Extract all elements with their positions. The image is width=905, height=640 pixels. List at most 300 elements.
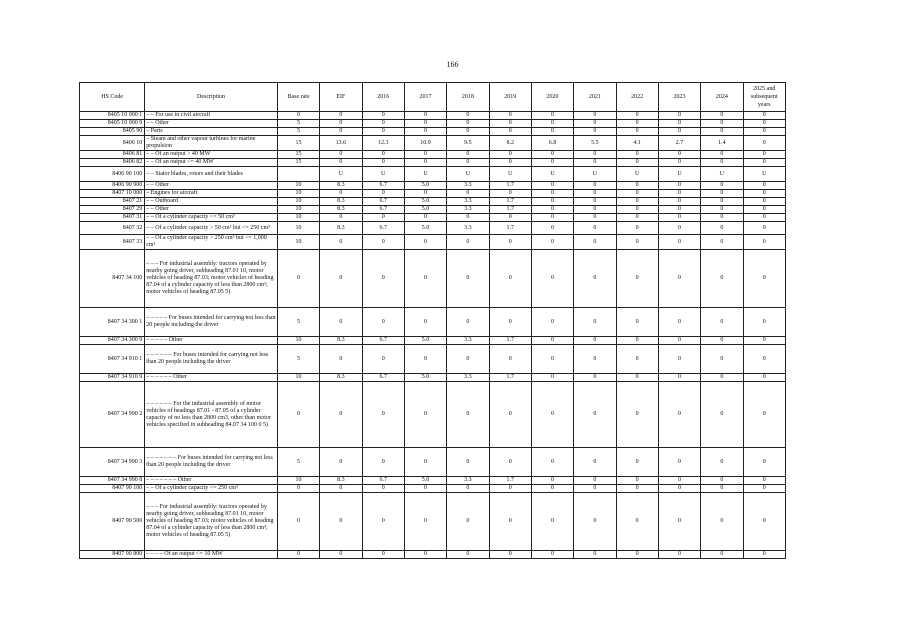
table-row bbox=[80, 136, 786, 151]
cell-2022: 0 bbox=[616, 337, 658, 345]
cell-2018: 0 bbox=[447, 214, 489, 222]
cell-hs-code: 8407 34 990 3 bbox=[80, 448, 145, 477]
cell-base-rate: 10 bbox=[277, 198, 319, 206]
column-header-2021: 2021 bbox=[574, 83, 616, 112]
cell-description: – – Of a cylinder capacity > 250 cm³ but <= 1,000 cm³ bbox=[145, 235, 278, 250]
cell-description: – – – – – – For the industrial assembly of motor vehicles of headings 87.01 - 87.05 of a cylinder capacity of no less than 2800 cm3, other than motor vehicles specified in subheading 84.07 34 100 0 5) bbox=[145, 382, 278, 448]
cell-2018: 3.3 bbox=[447, 477, 489, 485]
cell-2023: 0 bbox=[658, 448, 700, 477]
cell-2016: 0 bbox=[362, 485, 404, 493]
cell-description: – – – – – – – Other bbox=[145, 477, 278, 485]
cell-description: – – Stator blades, rotors and their blades bbox=[145, 167, 278, 182]
cell-2023: 0 bbox=[658, 250, 700, 308]
cell-2025-plus: 0 bbox=[743, 374, 786, 382]
cell-2024: 0 bbox=[701, 198, 743, 206]
cell-2025-plus: U bbox=[743, 167, 786, 182]
cell-2024: 0 bbox=[701, 206, 743, 214]
cell-2016: 0 bbox=[362, 551, 404, 559]
cell-description: – – – – – – For buses intended for carrying not less than 20 people including the driver bbox=[145, 345, 278, 374]
cell-2019: 0 bbox=[489, 448, 531, 477]
cell-description: – – – – – For buses intended for carrying not less than 20 people including the driver bbox=[145, 308, 278, 337]
cell-2025-plus: 0 bbox=[743, 112, 786, 120]
column-header-2017: 2017 bbox=[404, 83, 446, 112]
table-row bbox=[80, 551, 786, 559]
cell-2021: 0 bbox=[574, 235, 616, 250]
cell-hs-code: 8405 10 000 1 bbox=[80, 112, 145, 120]
cell-2016: 6.7 bbox=[362, 374, 404, 382]
cell-2024: 0 bbox=[701, 214, 743, 222]
cell-description: – – – For industrial assembly: tractors operated by nearby going driver, subheading 87.01 10, motor vehicles of heading 87.03; motor vehicles of heading 87.04 of a cylinder capacity of less than 2800 cm³; motor vehicles of heading 87.05 5) bbox=[145, 493, 278, 551]
cell-2018: 3.3 bbox=[447, 182, 489, 190]
cell-hs-code: 8407 90 100 bbox=[80, 485, 145, 493]
cell-2022: U bbox=[616, 167, 658, 182]
cell-2022: 4.1 bbox=[616, 136, 658, 151]
cell-description: – – – – – Other bbox=[145, 337, 278, 345]
cell-2020: 0 bbox=[531, 159, 573, 167]
cell-2022: 0 bbox=[616, 551, 658, 559]
cell-2017: 0 bbox=[404, 551, 446, 559]
cell-eif: 0 bbox=[320, 235, 362, 250]
cell-2022: 0 bbox=[616, 374, 658, 382]
cell-base-rate: 0 bbox=[277, 551, 319, 559]
cell-2016: U bbox=[362, 167, 404, 182]
cell-2019: 0 bbox=[489, 112, 531, 120]
column-header-hs-code: HS Code bbox=[80, 83, 145, 112]
cell-2021: 0 bbox=[574, 120, 616, 128]
cell-2023: 0 bbox=[658, 485, 700, 493]
cell-2017: 0 bbox=[404, 159, 446, 167]
cell-2022: 0 bbox=[616, 214, 658, 222]
cell-2023: 0 bbox=[658, 198, 700, 206]
cell-2018: 0 bbox=[447, 551, 489, 559]
cell-2016: 6.7 bbox=[362, 337, 404, 345]
cell-eif: 0 bbox=[320, 190, 362, 198]
cell-2017: U bbox=[404, 167, 446, 182]
cell-description: – – For use in civil aircraft bbox=[145, 112, 278, 120]
cell-2024: 0 bbox=[701, 485, 743, 493]
cell-2018: 0 bbox=[447, 382, 489, 448]
cell-2020: 0 bbox=[531, 151, 573, 159]
cell-hs-code: 8407 10 000 bbox=[80, 190, 145, 198]
cell-hs-code: 8405 90 bbox=[80, 128, 145, 136]
cell-2022: 0 bbox=[616, 250, 658, 308]
cell-2023: 0 bbox=[658, 182, 700, 190]
cell-2023: 0 bbox=[658, 206, 700, 214]
cell-2024: 0 bbox=[701, 190, 743, 198]
cell-hs-code: 8407 34 990 2 bbox=[80, 382, 145, 448]
cell-2020: 0 bbox=[531, 308, 573, 337]
cell-2025-plus: 0 bbox=[743, 214, 786, 222]
cell-eif: 8.3 bbox=[320, 198, 362, 206]
cell-base-rate: 10 bbox=[277, 214, 319, 222]
cell-2020: 0 bbox=[531, 206, 573, 214]
cell-2018: 0 bbox=[447, 112, 489, 120]
cell-2021: 0 bbox=[574, 159, 616, 167]
cell-description: – – – For industrial assembly: tractors operated by nearby going driver, subheading 87.01 10, motor vehicles of heading 87.03; motor vehicles of heading 87.04 of a cylinder capacity of less than 2800 cm³; motor vehicles of heading 87.05 5) bbox=[145, 250, 278, 308]
cell-2020: 0 bbox=[531, 235, 573, 250]
cell-2018: U bbox=[447, 167, 489, 182]
cell-2023: 0 bbox=[658, 128, 700, 136]
cell-2018: 0 bbox=[447, 151, 489, 159]
cell-2019: 0 bbox=[489, 151, 531, 159]
cell-2022: 0 bbox=[616, 448, 658, 477]
cell-2020: 0 bbox=[531, 493, 573, 551]
cell-2018: 0 bbox=[447, 128, 489, 136]
cell-eif: 8.3 bbox=[320, 222, 362, 235]
cell-2019: 1.7 bbox=[489, 182, 531, 190]
cell-2019: 0 bbox=[489, 235, 531, 250]
cell-hs-code: 8407 31 bbox=[80, 214, 145, 222]
column-header-2020: 2020 bbox=[531, 83, 573, 112]
cell-base-rate: 5 bbox=[277, 448, 319, 477]
cell-base-rate: 10 bbox=[277, 190, 319, 198]
cell-2020: 0 bbox=[531, 120, 573, 128]
cell-2024: 0 bbox=[701, 374, 743, 382]
cell-2017: 0 bbox=[404, 485, 446, 493]
cell-hs-code: 8407 34 300 1 bbox=[80, 308, 145, 337]
cell-base-rate: 10 bbox=[277, 477, 319, 485]
cell-2021: 0 bbox=[574, 112, 616, 120]
cell-2025-plus: 0 bbox=[743, 448, 786, 477]
cell-2024: 0 bbox=[701, 120, 743, 128]
cell-2018: 0 bbox=[447, 190, 489, 198]
cell-description: – – Of a cylinder capacity <= 250 cm³ bbox=[145, 485, 278, 493]
cell-eif: 0 bbox=[320, 214, 362, 222]
cell-2020: 0 bbox=[531, 190, 573, 198]
cell-eif: 8.3 bbox=[320, 182, 362, 190]
cell-2020: 0 bbox=[531, 337, 573, 345]
cell-2018: 3.3 bbox=[447, 222, 489, 235]
cell-2017: 0 bbox=[404, 308, 446, 337]
cell-2025-plus: 0 bbox=[743, 120, 786, 128]
cell-2018: 9.5 bbox=[447, 136, 489, 151]
cell-2020: 6.8 bbox=[531, 136, 573, 151]
table-row bbox=[80, 120, 786, 128]
cell-hs-code: 8407 33 bbox=[80, 235, 145, 250]
cell-hs-code: 8406 10 bbox=[80, 136, 145, 151]
cell-base-rate: 0 bbox=[277, 250, 319, 308]
cell-2021: 0 bbox=[574, 206, 616, 214]
cell-2017: 5.0 bbox=[404, 206, 446, 214]
cell-2022: 0 bbox=[616, 235, 658, 250]
cell-2018: 0 bbox=[447, 308, 489, 337]
cell-hs-code: 8407 21 bbox=[80, 198, 145, 206]
cell-2020: 0 bbox=[531, 182, 573, 190]
cell-2017: 5.0 bbox=[404, 337, 446, 345]
cell-2016: 0 bbox=[362, 235, 404, 250]
cell-description: – – Of a cylinder capacity > 50 cm³ but <= 250 cm³ bbox=[145, 222, 278, 235]
cell-eif: 0 bbox=[320, 250, 362, 308]
cell-2021: 0 bbox=[574, 493, 616, 551]
cell-2017: 0 bbox=[404, 112, 446, 120]
cell-2022: 0 bbox=[616, 190, 658, 198]
cell-base-rate: 10 bbox=[277, 182, 319, 190]
cell-2024: 0 bbox=[701, 222, 743, 235]
cell-2018: 3.3 bbox=[447, 198, 489, 206]
column-header-base-rate: Base rate bbox=[277, 83, 319, 112]
cell-2024: 0 bbox=[701, 477, 743, 485]
cell-2019: 0 bbox=[489, 382, 531, 448]
table-body bbox=[80, 112, 786, 559]
cell-base-rate: 5 bbox=[277, 345, 319, 374]
cell-base-rate: 5 bbox=[277, 308, 319, 337]
table-row bbox=[80, 235, 786, 250]
table-row bbox=[80, 337, 786, 345]
cell-2017: 5.0 bbox=[404, 222, 446, 235]
cell-eif: 0 bbox=[320, 120, 362, 128]
cell-2022: 0 bbox=[616, 206, 658, 214]
cell-2019: 0 bbox=[489, 250, 531, 308]
cell-eif: 0 bbox=[320, 345, 362, 374]
cell-2022: 0 bbox=[616, 485, 658, 493]
cell-base-rate: 10 bbox=[277, 235, 319, 250]
cell-eif: 8.3 bbox=[320, 337, 362, 345]
cell-2017: 0 bbox=[404, 250, 446, 308]
cell-description: – – Of an output > 40 MW bbox=[145, 151, 278, 159]
cell-2024: 0 bbox=[701, 151, 743, 159]
cell-eif: 8.3 bbox=[320, 477, 362, 485]
cell-2024: 0 bbox=[701, 182, 743, 190]
cell-2019: 1.7 bbox=[489, 222, 531, 235]
table-row bbox=[80, 374, 786, 382]
cell-2022: 0 bbox=[616, 345, 658, 374]
cell-2021: 0 bbox=[574, 198, 616, 206]
cell-description: – – Other bbox=[145, 206, 278, 214]
cell-base-rate: 5 bbox=[277, 128, 319, 136]
table-row bbox=[80, 190, 786, 198]
cell-2024: 0 bbox=[701, 345, 743, 374]
cell-2017: 0 bbox=[404, 448, 446, 477]
cell-2017: 5.0 bbox=[404, 182, 446, 190]
cell-base-rate: 15 bbox=[277, 151, 319, 159]
cell-2018: 0 bbox=[447, 120, 489, 128]
cell-2016: 0 bbox=[362, 128, 404, 136]
cell-2019: 1.7 bbox=[489, 198, 531, 206]
cell-2023: 0 bbox=[658, 493, 700, 551]
cell-2019: 0 bbox=[489, 308, 531, 337]
cell-hs-code: 8407 90 800 bbox=[80, 551, 145, 559]
cell-2025-plus: 0 bbox=[743, 159, 786, 167]
table-row bbox=[80, 112, 786, 120]
cell-eif: 0 bbox=[320, 493, 362, 551]
cell-2016: 0 bbox=[362, 448, 404, 477]
cell-2021: 0 bbox=[574, 448, 616, 477]
cell-2024: U bbox=[701, 167, 743, 182]
cell-2024: 0 bbox=[701, 112, 743, 120]
cell-hs-code: 8407 34 910 9 bbox=[80, 374, 145, 382]
column-header-eif: EIF bbox=[320, 83, 362, 112]
cell-2025-plus: 0 bbox=[743, 206, 786, 214]
cell-2020: 0 bbox=[531, 198, 573, 206]
cell-2019: 1.7 bbox=[489, 477, 531, 485]
cell-2021: 0 bbox=[574, 551, 616, 559]
cell-2025-plus: 0 bbox=[743, 235, 786, 250]
cell-2019: 0 bbox=[489, 214, 531, 222]
cell-2023: 2.7 bbox=[658, 136, 700, 151]
cell-2023: 0 bbox=[658, 337, 700, 345]
cell-2023: 0 bbox=[658, 345, 700, 374]
cell-2022: 0 bbox=[616, 477, 658, 485]
cell-2020: 0 bbox=[531, 345, 573, 374]
cell-2023: U bbox=[658, 167, 700, 182]
table-row bbox=[80, 250, 786, 308]
cell-2022: 0 bbox=[616, 112, 658, 120]
cell-2023: 0 bbox=[658, 214, 700, 222]
cell-eif: 0 bbox=[320, 308, 362, 337]
table-row bbox=[80, 198, 786, 206]
cell-eif: 0 bbox=[320, 551, 362, 559]
cell-2016: 0 bbox=[362, 382, 404, 448]
cell-base-rate: 15 bbox=[277, 136, 319, 151]
cell-2016: 0 bbox=[362, 190, 404, 198]
cell-2023: 0 bbox=[658, 120, 700, 128]
cell-2024: 0 bbox=[701, 250, 743, 308]
cell-hs-code: 8406 90 100 bbox=[80, 167, 145, 182]
cell-eif: 0 bbox=[320, 112, 362, 120]
cell-2022: 0 bbox=[616, 382, 658, 448]
cell-hs-code: 8407 34 910 1 bbox=[80, 345, 145, 374]
cell-2020: 0 bbox=[531, 112, 573, 120]
cell-hs-code: 8407 90 500 bbox=[80, 493, 145, 551]
cell-2018: 0 bbox=[447, 159, 489, 167]
column-header-2022: 2022 bbox=[616, 83, 658, 112]
cell-2019: 0 bbox=[489, 190, 531, 198]
cell-2018: 0 bbox=[447, 235, 489, 250]
cell-description: – – Outboard bbox=[145, 198, 278, 206]
cell-2017: 10.9 bbox=[404, 136, 446, 151]
cell-2018: 0 bbox=[447, 485, 489, 493]
table-row bbox=[80, 485, 786, 493]
cell-2025-plus: 0 bbox=[743, 128, 786, 136]
column-header-2018: 2018 bbox=[447, 83, 489, 112]
cell-2020: 0 bbox=[531, 128, 573, 136]
cell-2022: 0 bbox=[616, 182, 658, 190]
cell-2016: 0 bbox=[362, 250, 404, 308]
cell-2016: 6.7 bbox=[362, 182, 404, 190]
cell-2024: 0 bbox=[701, 551, 743, 559]
cell-2023: 0 bbox=[658, 112, 700, 120]
cell-2023: 0 bbox=[658, 151, 700, 159]
cell-eif: 8.3 bbox=[320, 206, 362, 214]
tariff-schedule-table bbox=[79, 82, 786, 559]
cell-2019: 1.7 bbox=[489, 374, 531, 382]
cell-2019: 0 bbox=[489, 345, 531, 374]
cell-2025-plus: 0 bbox=[743, 190, 786, 198]
cell-description: – – Other bbox=[145, 182, 278, 190]
cell-2016: 0 bbox=[362, 214, 404, 222]
cell-base-rate: 5 bbox=[277, 120, 319, 128]
cell-2022: 0 bbox=[616, 308, 658, 337]
cell-2024: 0 bbox=[701, 308, 743, 337]
cell-eif: U bbox=[320, 167, 362, 182]
cell-2018: 0 bbox=[447, 493, 489, 551]
cell-base-rate: 0 bbox=[277, 493, 319, 551]
cell-base-rate: 10 bbox=[277, 222, 319, 235]
cell-2016: 6.7 bbox=[362, 206, 404, 214]
cell-2020: 0 bbox=[531, 382, 573, 448]
cell-eif: 0 bbox=[320, 382, 362, 448]
cell-2019: 0 bbox=[489, 493, 531, 551]
table-row bbox=[80, 167, 786, 182]
cell-2017: 5.0 bbox=[404, 198, 446, 206]
cell-2019: 0 bbox=[489, 485, 531, 493]
cell-2018: 0 bbox=[447, 448, 489, 477]
table-row bbox=[80, 206, 786, 214]
cell-description: – – Of an output <= 40 MW bbox=[145, 159, 278, 167]
table-row bbox=[80, 214, 786, 222]
cell-2025-plus: 0 bbox=[743, 337, 786, 345]
cell-2019: 0 bbox=[489, 120, 531, 128]
cell-2019: 0 bbox=[489, 159, 531, 167]
cell-2020: U bbox=[531, 167, 573, 182]
cell-2017: 0 bbox=[404, 214, 446, 222]
cell-description: – – – – – – – For buses intended for carrying not less than 20 people including the driver bbox=[145, 448, 278, 477]
cell-2020: 0 bbox=[531, 374, 573, 382]
cell-hs-code: 8405 10 000 9 bbox=[80, 120, 145, 128]
cell-2020: 0 bbox=[531, 222, 573, 235]
cell-hs-code: 8407 34 300 9 bbox=[80, 337, 145, 345]
cell-2017: 5.0 bbox=[404, 374, 446, 382]
cell-hs-code: 8406 90 900 bbox=[80, 182, 145, 190]
cell-base-rate: 0 bbox=[277, 382, 319, 448]
cell-2025-plus: 0 bbox=[743, 485, 786, 493]
cell-2025-plus: 0 bbox=[743, 345, 786, 374]
cell-2019: U bbox=[489, 167, 531, 182]
cell-2020: 0 bbox=[531, 551, 573, 559]
column-header-2016: 2016 bbox=[362, 83, 404, 112]
cell-2018: 0 bbox=[447, 345, 489, 374]
column-header-2019: 2019 bbox=[489, 83, 531, 112]
cell-2023: 0 bbox=[658, 190, 700, 198]
cell-2021: 0 bbox=[574, 374, 616, 382]
table-row bbox=[80, 448, 786, 477]
cell-description: – – Other bbox=[145, 120, 278, 128]
cell-description: – Engines for aircraft bbox=[145, 190, 278, 198]
cell-2021: 0 bbox=[574, 190, 616, 198]
cell-hs-code: 8407 34 100 bbox=[80, 250, 145, 308]
cell-hs-code: 8407 34 990 8 bbox=[80, 477, 145, 485]
cell-2022: 0 bbox=[616, 159, 658, 167]
table-row bbox=[80, 477, 786, 485]
column-header-2024: 2024 bbox=[701, 83, 743, 112]
table-row bbox=[80, 382, 786, 448]
cell-2019: 8.2 bbox=[489, 136, 531, 151]
cell-2024: 0 bbox=[701, 493, 743, 551]
cell-2018: 3.3 bbox=[447, 337, 489, 345]
cell-2016: 6.7 bbox=[362, 477, 404, 485]
table-row bbox=[80, 493, 786, 551]
cell-2023: 0 bbox=[658, 551, 700, 559]
cell-2024: 0 bbox=[701, 159, 743, 167]
cell-2021: 0 bbox=[574, 182, 616, 190]
cell-base-rate: 0 bbox=[277, 485, 319, 493]
cell-2022: 0 bbox=[616, 198, 658, 206]
table-row bbox=[80, 222, 786, 235]
cell-2021: 0 bbox=[574, 382, 616, 448]
cell-base-rate: 10 bbox=[277, 206, 319, 214]
cell-description: – – – – – – Other bbox=[145, 374, 278, 382]
cell-2020: 0 bbox=[531, 214, 573, 222]
cell-2021: 0 bbox=[574, 345, 616, 374]
cell-2024: 0 bbox=[701, 337, 743, 345]
cell-2018: 3.3 bbox=[447, 374, 489, 382]
cell-base-rate: 10 bbox=[277, 374, 319, 382]
cell-2025-plus: 0 bbox=[743, 136, 786, 151]
cell-2019: 0 bbox=[489, 128, 531, 136]
cell-2021: U bbox=[574, 167, 616, 182]
cell-2025-plus: 0 bbox=[743, 382, 786, 448]
cell-2025-plus: 0 bbox=[743, 308, 786, 337]
